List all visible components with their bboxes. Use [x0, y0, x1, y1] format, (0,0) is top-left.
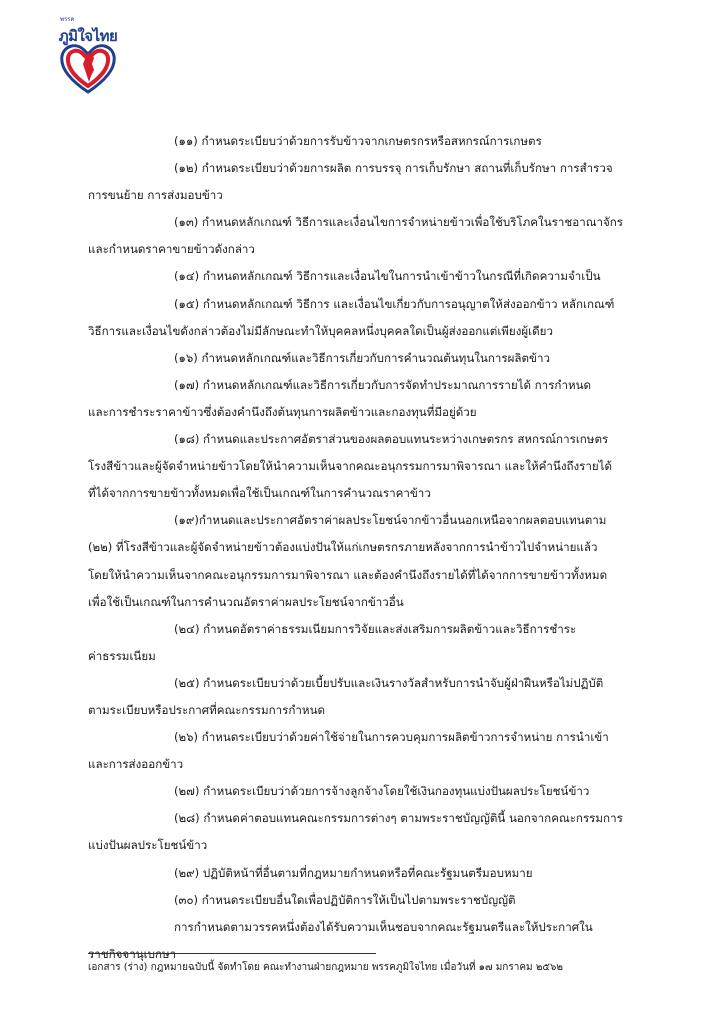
paragraph-line: ที่ได้จากการขายข้าวทั้งหมดเพื่อใช้เป็นเกณฑ์ในการคำนวณราคาข้าว	[88, 486, 431, 501]
paragraph-line: ค่าธรรมเนียม	[88, 648, 156, 663]
document-body	[88, 128, 636, 968]
logo-name: ภูมิใจไทย	[58, 27, 118, 45]
paragraph-line: (๑๘) กำหนดและประกาศอัตราส่วนของผลตอบแทนระหว่างเกษตรกร สหกรณ์การเกษตร	[174, 432, 609, 447]
paragraph-line: และการส่งออกข้าว	[88, 757, 184, 772]
logo-small-text: พรรค	[60, 16, 75, 23]
paragraph-line: (๒๖) กำหนดระเบียบว่าด้วยค่าใช้จ่ายในการควบคุมการผลิตข้าวการจำหน่าย การนำเข้า	[174, 730, 609, 745]
heart-map-icon	[58, 40, 118, 96]
paragraph-line: (๑๓) กำหนดหลักเกณฑ์ วิธีการและเงื่อนไขการจำหน่ายข้าวเพื่อใช้บริโภคในราชอาณาจักร	[174, 215, 624, 230]
paragraph-line: การกำหนดตามวรรคหนึ่งต้องได้รับความเห็นชอบจากคณะรัฐมนตรีและให้ประกาศใน	[174, 919, 593, 934]
paragraph-line: (๑๙)กำหนดและประกาศอัตราค่าผลประโยชน์จากข้าวอื่นนอกเหนือจากผลตอบแทนตาม	[174, 513, 607, 528]
paragraph-line: (๒๗) กำหนดระเบียบว่าด้วยการจ้างลูกจ้างโดยใช้เงินกองทุนแบ่งปันผลประโยชน์ข้าว	[174, 784, 590, 799]
footnote-divider	[88, 953, 376, 954]
paragraph-line: และการชำระราคาข้าวซึ่งต้องคำนึงถึงต้นทุนการผลิตข้าวและกองทุนที่มีอยู่ด้วย	[88, 404, 477, 419]
paragraph-line: (๑๕) กำหนดหลักเกณฑ์ วิธีการ และเงื่อนไขเกี่ยวกับการอนุญาตให้ส่งออกข้าว หลักเกณฑ์	[174, 296, 615, 311]
paragraph-line: โรงสีข้าวและผู้จัดจำหน่ายข้าวโดยให้นำความเห็นจากคณะอนุกรรมการมาพิจารณา และให้คำนึงถึงรายได้	[88, 459, 613, 474]
paragraph-line: (๑๗) กำหนดหลักเกณฑ์และวิธีการเกี่ยวกับการจัดทำประมาณการรายได้ การกำหนด	[174, 377, 592, 392]
paragraph-line: ตามระเบียบหรือประกาศที่คณะกรรมการกำหนด	[88, 702, 326, 717]
paragraph-line: (๒๒) ที่โรงสีข้าวและผู้จัดจำหน่ายข้าวต้องแบ่งปันให้แก่เกษตรกรภายหลังจากการนำข้าวไปจำหน่ายแล้ว	[88, 540, 598, 555]
paragraph-line: (๓๐) กำหนดระเบียบอื่นใดเพื่อปฏิบัติการให้เป็นไปตามพระราชบัญญัติ	[174, 892, 516, 907]
party-logo	[52, 10, 124, 96]
paragraph-line: แบ่งปันผลประโยชน์ข้าว	[88, 838, 208, 853]
paragraph-line: (๒๔) กำหนดอัตราค่าธรรมเนียมการวิจัยและส่งเสริมการผลิตข้าวและวิธีการชำระ	[174, 621, 577, 636]
paragraph-line: (๑๖) กำหนดหลักเกณฑ์และวิธีการเกี่ยวกับการคำนวณต้นทุนในการผลิตข้าว	[174, 350, 550, 365]
paragraph-line: (๒๕) กำหนดระเบียบว่าด้วยเบี้ยปรับและเงินรางวัลสำหรับการนำจับผู้ฝ่าฝืนหรือไม่ปฏิบัติ	[174, 675, 604, 690]
paragraph-line: (๑๒) กำหนดระเบียบว่าด้วยการผลิต การบรรจุ การเก็บรักษา สถานที่เก็บรักษา การสำรวจ	[174, 161, 613, 176]
paragraph-line: โดยให้นำความเห็นจากคณะอนุกรรมการมาพิจารณา และต้องคำนึงถึงรายได้ที่ได้จากการขายข้าวทั้งหมด	[88, 567, 608, 582]
paragraph-line: วิธีการและเงื่อนไขดังกล่าวต้องไม่มีลักษณะทำให้บุคคลหนึ่งบุคคลใดเป็นผู้ส่งออกแต่เพียงผู้เดียว	[88, 323, 553, 338]
paragraph-line: เพื่อใช้เป็นเกณฑ์ในการคำนวณอัตราค่าผลประโยชน์จากข้าวอื่น	[88, 594, 404, 609]
paragraph-line: (๒๘) กำหนดค่าตอบแทนคณะกรรมการต่างๆ ตามพระราชบัญญัตินี้ นอกจากคณะกรรมการ	[174, 811, 623, 826]
paragraph-line: ราชกิจจานุเบกษา	[88, 946, 177, 961]
paragraph-line: (๑๔) กำหนดหลักเกณฑ์ วิธีการและเงื่อนไขในการนำเข้าข้าวในกรณีที่เกิดความจำเป็น	[174, 269, 601, 284]
paragraph-line: การขนย้าย การส่งมอบข้าว	[88, 188, 223, 203]
paragraph-line: (๒๙) ปฏิบัติหน้าที่อื่นตามที่กฎหมายกำหนดหรือที่คณะรัฐมนตรีมอบหมาย	[174, 865, 533, 880]
paragraph-line: (๑๑) กำหนดระเบียบว่าด้วยการรับข้าวจากเกษตรกรหรือสหกรณ์การเกษตร	[174, 134, 542, 148]
paragraph-line: และกำหนดราคาขายข้าวดังกล่าว	[88, 242, 255, 257]
footnote: เอกสาร (ร่าง) กฎหมายฉบับนี้ จัดทำโดย คณะทำงานฝ่ายกฎหมาย พรรคภูมิใจไทย เมื่อวันที่ ๑๗ มกราคม ๒๕๖๒	[88, 962, 563, 973]
